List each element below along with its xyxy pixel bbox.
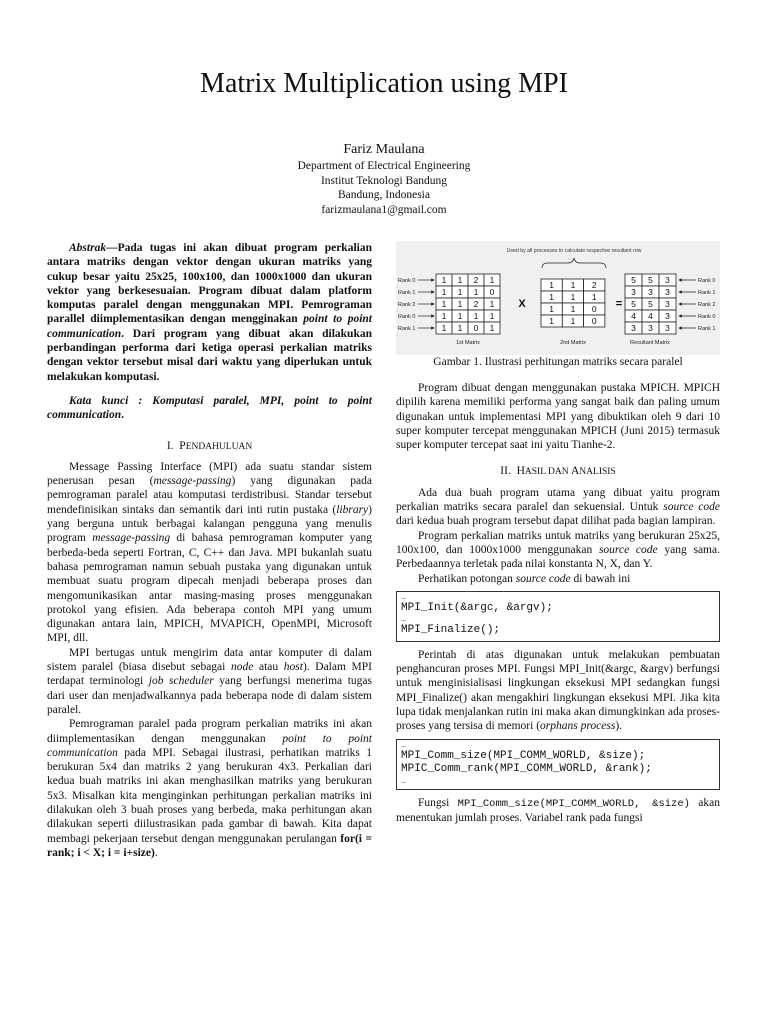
code-ellipsis: … (401, 776, 406, 786)
times-sign: X (518, 298, 526, 310)
affiliation-department: Department of Electrical Engineering (297, 160, 471, 172)
p3-text: . (154, 846, 158, 859)
matrix1-value: 1 (457, 275, 463, 285)
keywords (47, 394, 372, 423)
p5-emph: source code (663, 501, 720, 514)
p1-text: Message Passing Interface (MPI) ada suatu standar sistem penerusan pesan ( (47, 460, 372, 488)
result-matrix-value: 3 (665, 287, 670, 297)
paragraph-parallel (47, 717, 372, 860)
p1-emph: library (336, 503, 369, 516)
author-affiliation (0, 159, 768, 217)
matrix1-value: 1 (473, 311, 479, 321)
matrix2-value: 0 (591, 304, 597, 314)
left-column (47, 241, 372, 860)
p9-text: akan menentukan jumlah proses. Variabel rank pada fungsi (396, 796, 720, 824)
p2-text: ). Dalam MPI terdapat terminologi (47, 661, 373, 688)
p8-text: ). (615, 720, 623, 733)
paragraph-mpi-task (47, 646, 372, 717)
matrix1-value: 2 (473, 275, 479, 285)
affiliation-email: farizmaulana1@gmail.com (321, 203, 447, 216)
result-matrix-value: 3 (665, 323, 670, 333)
p3-text: Pemrograman paralel pada program perkalian matriks ini akan diimplementasikan dengan menggunakan (47, 718, 372, 745)
rank-label-right: Rank 1 (698, 290, 716, 296)
p7-emph: source code (515, 572, 571, 585)
result-matrix-value: 3 (665, 275, 670, 285)
abstract-text: Pada tugas ini akan dibuat program perkalian antara matriks dengan vektor dengan ukuran matriks yang cukup besar yaitu 25x25, 100x100, dan 1000x1000 dan ukuran vektor yang berkesesuaian. Program dibuat dalam platform komputas paralel dengan menggunakan MPI. Pemrograman parallel diimplementasikan dengan mengginakan (47, 242, 372, 326)
keywords-label: Kata kunci (69, 394, 129, 407)
section-rest: NALISIS (579, 467, 616, 478)
matrix2-value: 1 (549, 292, 555, 302)
rank-label-right: Rank 0 (698, 278, 716, 284)
section-cap: H (516, 465, 525, 478)
result-matrix-value: 5 (648, 275, 653, 285)
abstract-text-end: . Dari program yang dibuat akan dilakukan perbandingan performa dari ketiga operasi perkalian matriks dengan vektor tersebut misal dari waktu yang diperlukan untuk melakukan komputasi. (47, 327, 372, 383)
section-number: II. (500, 465, 511, 478)
p6-text: yang sama. Perbedaannya terletak pada nilai konstanta N, X, dan Y. (396, 543, 720, 571)
p9-code: MPI_Comm_size(MPI_COMM_WORLD, &size) (457, 797, 690, 810)
matrix2-value: 1 (570, 304, 576, 314)
code-block-init (396, 591, 720, 642)
result-matrix-value: 5 (648, 299, 653, 309)
p7-text: Perhatikan potongan (418, 572, 516, 585)
p3-text: pada MPI. Sebagai ilustrasi, perhatikan matriks 1 berukuran 5x4 dan matriks 2 yang berukuran 4x3. Perkalian dari kedua buah matriks ini akan menghasilkan matriks yang berukuran 5x3. Misalkan kita menginginkan perhitungan perkalian matriks ini dilakukan oleh 3 buah proses yang berbeda, maka perhitungan akan dilakukan seperti diilustrasikan pada gambar di bawah. Kita dapat membagi pekerjaan tersebut dengan menggunakan perulangan (47, 746, 372, 845)
matrix2-value: 1 (570, 292, 576, 302)
result-matrix-value: 5 (631, 275, 636, 285)
result-matrix-value: 4 (631, 311, 636, 321)
rank-label-left: Rank 0 (398, 314, 416, 320)
matrix2-value: 1 (549, 316, 555, 326)
rank-label-left: Rank 0 (398, 278, 416, 284)
p2-text: atau (253, 661, 284, 674)
matrix2-value: 1 (570, 280, 576, 290)
p5-text: dari kedua buah program tersebut dapat dilihat pada bagian lampiran. (396, 515, 716, 528)
code-ellipsis: … (401, 740, 406, 750)
matrix-figure (396, 241, 720, 355)
matrix1-value: 1 (457, 299, 463, 309)
p1-emph: message-passing (92, 532, 171, 545)
code-block-comm (396, 739, 720, 790)
matrix1-value: 0 (473, 323, 479, 333)
author-name: Fariz Maulana (343, 142, 425, 157)
p2-emph: job scheduler (148, 675, 214, 688)
p5-text: Ada dua buah program utama yang dibuat yaitu program perkalian matriks secara paralel dan sekuensial. Untuk (396, 486, 720, 514)
paragraph-programs (396, 486, 720, 529)
p1-text: ) yang digunakan pada pemrograman paralel atau komputasi terdistribusi. Standar tersebut mendefinisikan sintaks dan semantik dari inti rutin pustaka ( (47, 475, 372, 516)
paper-title: Matrix Multiplication using MPI (200, 68, 568, 99)
matrix1-value: 1 (489, 275, 495, 285)
paragraph-comm-size (396, 796, 720, 826)
matrix1-value: 1 (441, 323, 447, 333)
p3-bold: for(i = rank; i < X; i = i+size) (47, 832, 372, 859)
abstract-label: Abstrak (69, 242, 107, 254)
section-number: I. (166, 439, 174, 452)
figure-caption: Gambar 1. Ilustrasi perhitungan matriks secara paralel (433, 356, 683, 368)
code-ellipsis: … (401, 592, 406, 602)
p3-emph: point to point communication (47, 732, 372, 759)
p2-emph: host (283, 661, 303, 674)
matrix2-value: 1 (570, 316, 576, 326)
p1-emph: message-passing (153, 475, 232, 488)
result-matrix-value: 3 (648, 323, 653, 333)
result-matrix-label: Resultant Matrix (630, 340, 670, 346)
p2-emph: node (230, 661, 254, 674)
rank-label-right: Rank 1 (698, 326, 716, 332)
abstract-dash: — (106, 242, 118, 254)
matrix1-value: 1 (489, 311, 495, 321)
paragraph-sizes (396, 529, 720, 572)
abstract-emphasis: point to point communication (47, 313, 372, 340)
section-rest: ENDAHULUAN (185, 441, 253, 452)
matrix1-value: 1 (441, 299, 447, 309)
keywords-text: : Komputasi paralel, MPI, point to point communication (47, 394, 372, 422)
result-matrix-value: 5 (631, 299, 636, 309)
p1-text: di bahasa pemrograman komputer yang berbeda-beda seperti Fortran, C, C++ dan Java. MPI bukanlah suatu bahasa pemrograman namun sebuah pustaka yang digunakan untuk membuat suatu program dipecah menjadi beberapa proses dan mengomunikasikan antar masing-masing proses menggunakan protokol yang efisien. Ada beberapa contoh MPI yang umum digunakan antara lain, MPICH, MVAPICH, OpenMPI, Microsoft MPI, dll. (47, 532, 372, 645)
p2-text: MPI bertugas untuk mengirim data antar komputer di dalam sistem paralel (biasa disebut sebagai (47, 646, 372, 674)
section-cap: A (570, 465, 580, 478)
code-line: MPI_Init(&argc, &argv); (401, 601, 553, 614)
paragraph-see-code (396, 572, 720, 586)
paragraph-intro (47, 460, 372, 646)
p7-text: di bawah ini (570, 572, 631, 585)
section-heading-1 (47, 439, 372, 454)
rank-label-right: Rank 2 (698, 302, 716, 308)
section-cap: P (179, 439, 186, 452)
result-matrix-value: 4 (648, 311, 653, 321)
matrix1-value: 1 (489, 323, 495, 333)
rank-label-right: Rank 0 (698, 314, 716, 320)
p1-text: ) yang berguna untuk berbagai kalangan pengguna yang menulis program (47, 503, 372, 545)
abstract (47, 241, 372, 384)
p8-text: Perintah di atas digunakan untuk melakukan pembuatan penghancuran proses MPI. Fungsi MPI_Init(&argc, &argv) berfungsi untuk menginisialisasi lingkungan eksekusi MPI sedangkan fungsi MPI_Finalize() akan mengakhiri lingkungan eksekusi MPI. Jika kita lupa tidak menjalankan rutin ini maka akan dimungkinkan ada proses-proses yang tersisa di memori ( (396, 648, 720, 733)
matrix2-value: 2 (591, 280, 597, 290)
matrix2-value: 1 (591, 292, 597, 302)
p8-emph: orphans process (540, 720, 616, 733)
matrix1-value: 2 (473, 299, 479, 309)
right-column (396, 381, 720, 825)
matrix2-value: 0 (591, 316, 597, 326)
matrix-illustration (396, 241, 720, 355)
paragraph-mpich: Program dibuat dengan menggunakan pustaka MPICH. MPICH dipilih karena memiliki performa yang sangat baik dan paling umum digunakan untuk implementasi MPI yang dibuktikan oleh 9 dari 10 super komputer tercepat menggunakan MPICH (Juni 2015) termasuk super komputer tercepat saat ini yaitu Tianhe-2. (396, 382, 720, 452)
affiliation-city: Bandung, Indonesia (338, 189, 430, 201)
matrix2-label: 2nd Matrix (560, 340, 586, 346)
matrix1-value: 1 (457, 287, 463, 297)
affiliation-institute: Institut Teknologi Bandung (320, 174, 448, 187)
result-matrix-value: 3 (665, 299, 670, 309)
rank-label-left: Rank 1 (398, 290, 416, 296)
section-heading-2 (396, 464, 720, 479)
equals-sign: = (615, 298, 623, 310)
p6-emph: source code (598, 543, 658, 556)
figure-note: Used by all processes to calculate respective resultant row (506, 248, 642, 254)
matrix1-value: 1 (457, 323, 463, 333)
p2-text: yang berfungsi menerima tugas dari user dan menjadwalkannya pada beberapa node di dalam sistem paralel. (47, 675, 372, 716)
rank-label-left: Rank 2 (398, 302, 416, 308)
matrix1-value: 1 (473, 287, 479, 297)
matrix1-value: 1 (457, 311, 463, 321)
section-rest: ASIL DAN (524, 467, 571, 478)
code-line: MPI_Comm_size(MPI_COMM_WORLD, &size); (401, 749, 646, 762)
matrix2-value: 1 (549, 304, 555, 314)
code-line: MPI_Finalize(); (401, 624, 501, 637)
brace (542, 258, 606, 268)
matrix1-value: 1 (441, 311, 447, 321)
result-matrix-value: 3 (648, 287, 653, 297)
result-matrix-value: 3 (631, 323, 636, 333)
rank-label-left: Rank 1 (398, 326, 416, 332)
matrix1-value: 0 (489, 287, 495, 297)
code-line: MPIC_Comm_rank(MPI_COMM_WORLD, &rank); (401, 763, 652, 776)
result-matrix-value: 3 (631, 287, 636, 297)
matrix1-value: 1 (441, 287, 447, 297)
matrix1-label: 1st Matrix (456, 340, 480, 346)
matrix2-value: 1 (549, 280, 555, 290)
result-matrix-value: 3 (665, 311, 670, 321)
p6-text: Program perkalian matriks untuk matriks yang berukuran 25x25, 100x100, dan 1000x1000 menggunakan (396, 529, 720, 556)
matrix1-value: 1 (489, 299, 495, 309)
paragraph-init-explain (396, 648, 720, 734)
matrix1-value: 1 (441, 275, 447, 285)
keywords-end: . (121, 409, 124, 422)
p9-text: Fungsi (418, 796, 458, 809)
code-ellipsis: … (401, 615, 406, 625)
